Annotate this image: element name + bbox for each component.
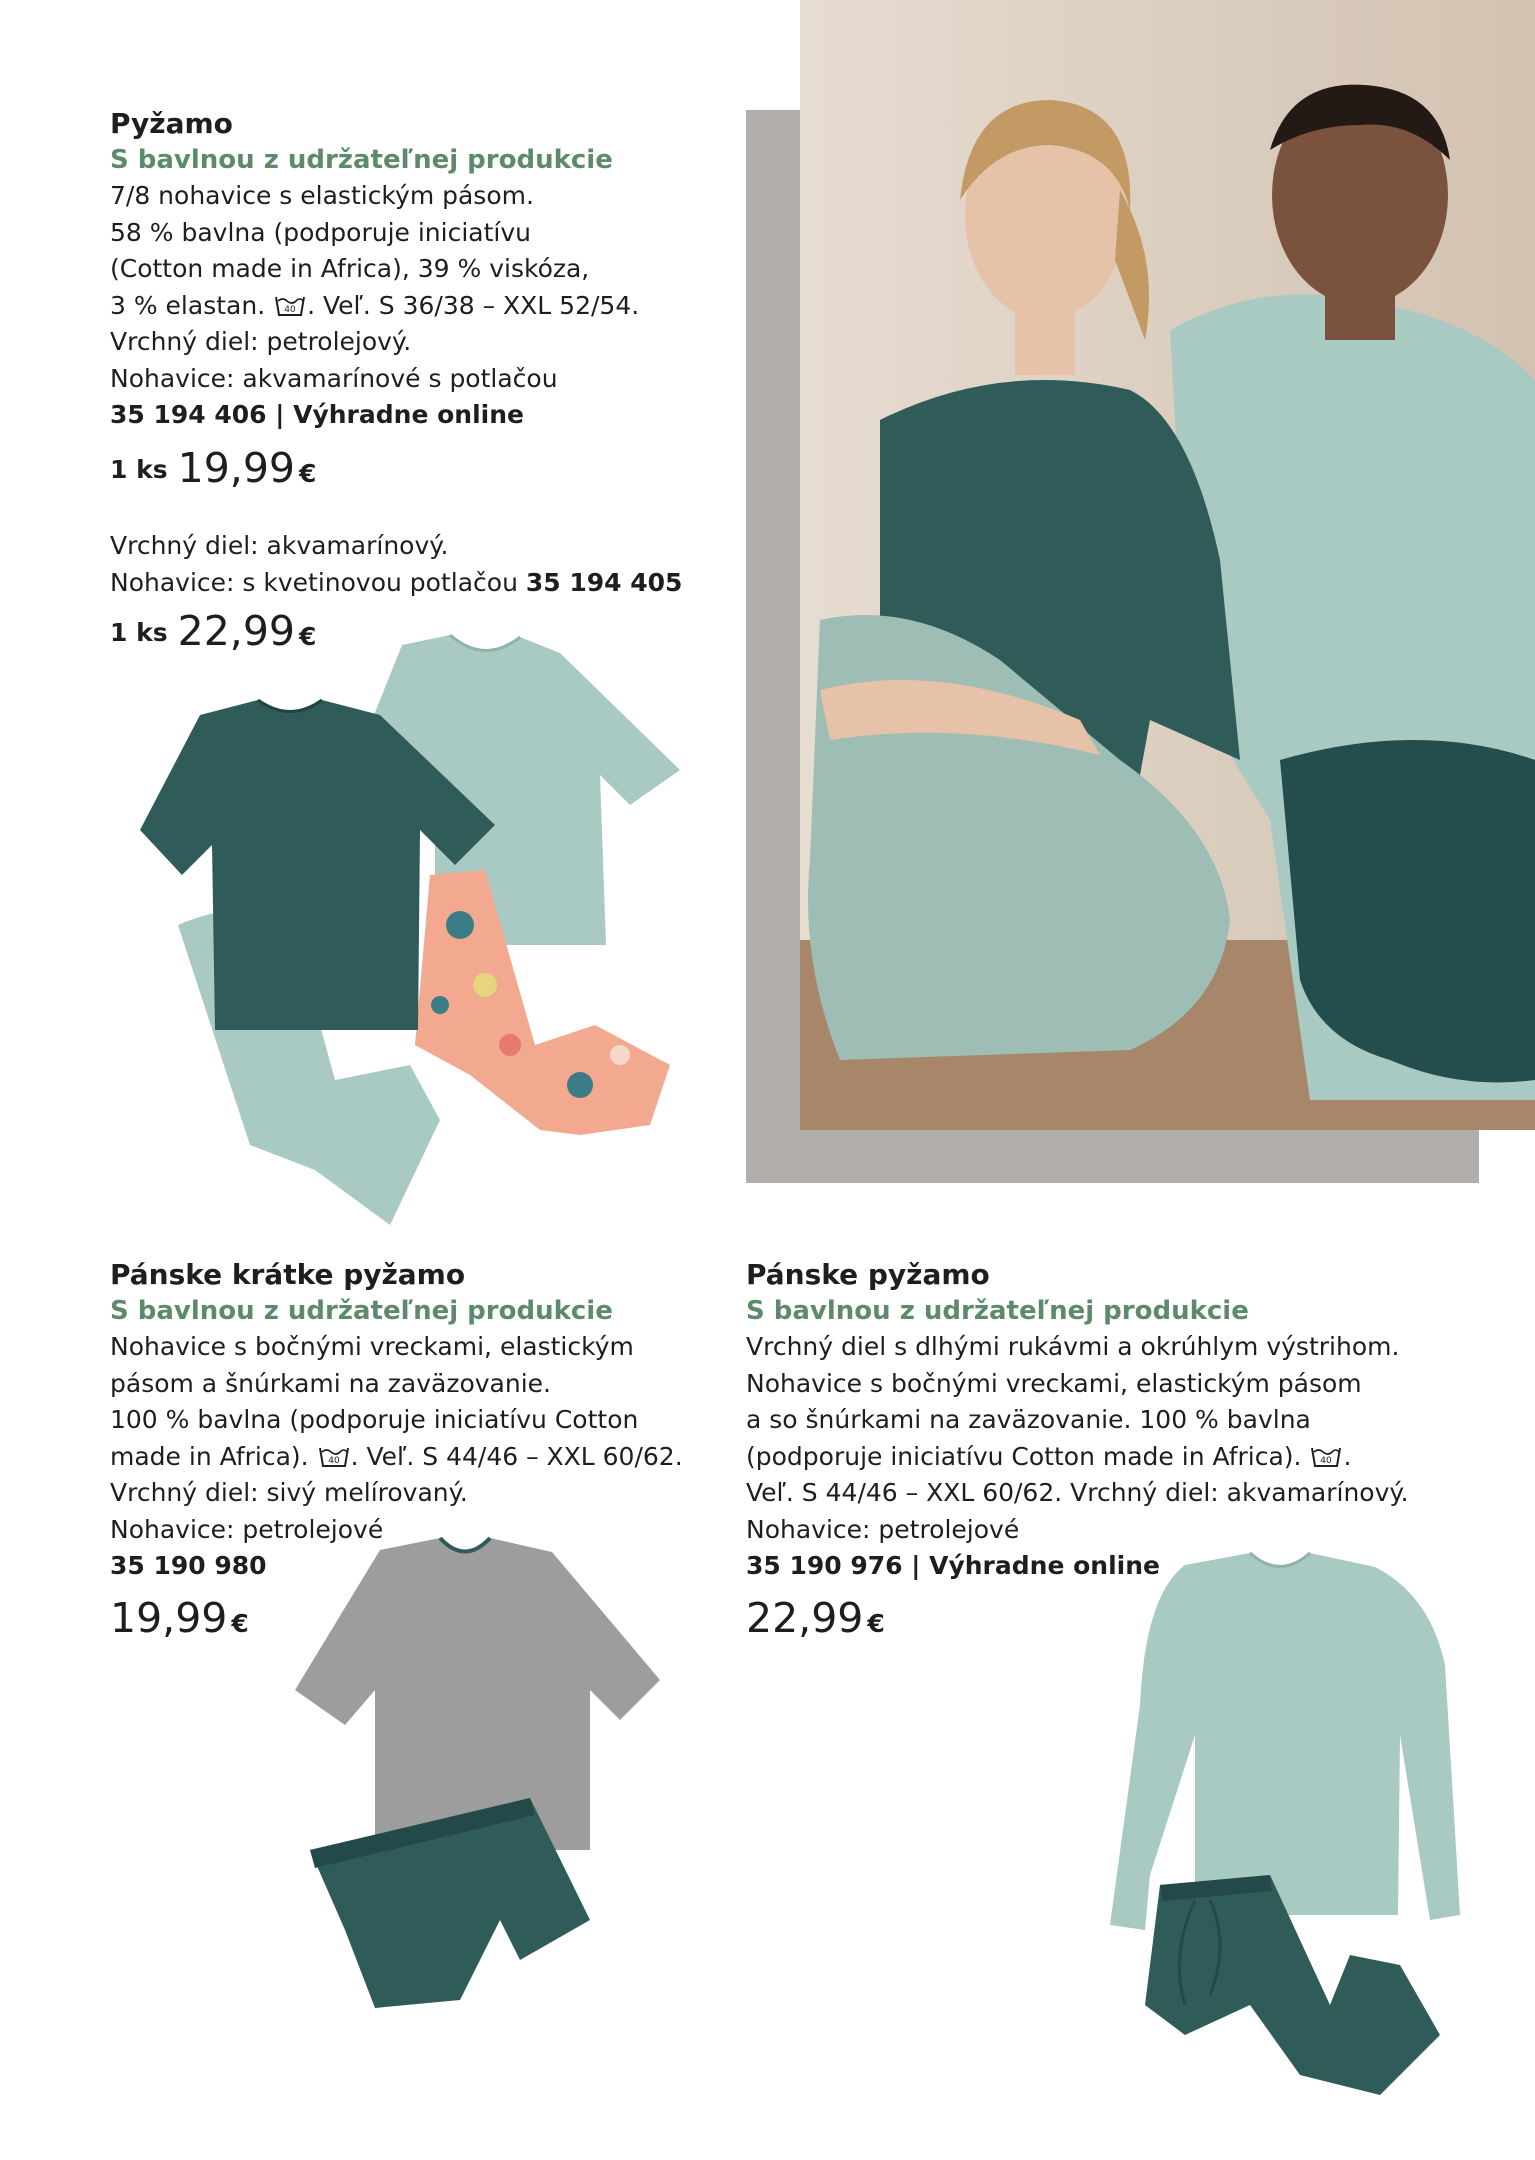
product-title: Pánske krátke pyžamo [110,1258,466,1291]
price-row [110,1594,249,1642]
description-text: . Veľ. S 44/46 – XXL 60/62. [350,1441,683,1471]
pyzamo-product-image [140,625,680,1235]
description-text: made in Africa). [110,1441,309,1471]
description-line: Veľ. S 44/46 – XXL 60/62. Vrchný diel: akvamarínový. [746,1478,1409,1507]
variant-code: 35 194 405 [525,567,683,597]
quantity-label: 1 ks [110,618,168,647]
quantity-label: 1 ks [110,455,168,484]
description-line [110,1439,683,1476]
product-subtitle: S bavlnou z udržateľnej produkcie [110,1296,613,1326]
price-currency: € [298,622,317,651]
lifestyle-photo [800,0,1535,1130]
long-pyjama-product-image [1100,1535,1460,2105]
description-line: a so šnúrkami na zaväzovanie. 100 % bavlna [746,1405,1311,1434]
description-line: Nohavice s bočnými vreckami, elastickým [110,1332,634,1361]
product-title: Pánske pyžamo [746,1258,990,1291]
wash-40-icon [275,295,305,317]
product-subtitle: S bavlnou z udržateľnej produkcie [110,145,613,175]
price-row [746,1594,885,1642]
price-amount: 19,99 [110,1594,228,1642]
description-line: Vrchný diel: sivý melírovaný. [110,1478,468,1507]
variant-line: Vrchný diel: akvamarínový. [110,531,449,560]
product-variant [110,528,682,601]
wash-40-icon [1311,1446,1341,1468]
wash-40-icon [319,1446,349,1468]
price-amount: 19,99 [177,444,295,492]
description-line: Nohavice: petrolejové [746,1514,1020,1544]
description-text: . [1343,1441,1352,1471]
description-line: pásom a šnúrkami na zaväzovanie. [110,1368,551,1398]
product-code: 35 190 976 | Výhradne online [746,1551,1160,1580]
description-line: Nohavice: akvamarínové s potlačou [110,363,558,393]
price-row [110,444,316,492]
price-currency: € [867,1609,885,1638]
short-pyjama-product-image [290,1530,670,2050]
description-line: 100 % bavlna (podporuje iniciatívu Cotton [110,1405,639,1434]
description-line [746,1439,1409,1476]
description-line: 58 % bavlna (podporuje iniciatívu [110,217,531,247]
variant-text: Nohavice: s kvetinovou potlačou [110,567,518,597]
description-line: 7/8 nohavice s elastickým pásom. [110,181,534,210]
variant-line [110,565,682,602]
wash-temp: 40 [284,304,296,315]
product-subtitle: S bavlnou z udržateľnej produkcie [746,1296,1249,1326]
product-pyzamo [110,106,639,434]
description-line: (Cotton made in Africa), 39 % viskóza, [110,254,590,283]
description-line: Nohavice: petrolejové [110,1514,384,1544]
price-amount: 22,99 [177,607,295,655]
description-line: Vrchný diel: petrolejový. [110,327,412,356]
price-currency: € [298,459,317,488]
gray-tshirt [295,1538,660,1850]
description-line: Nohavice s bočnými vreckami, elastickým pásom [746,1368,1362,1398]
price-amount: 22,99 [746,1594,864,1642]
wash-temp: 40 [327,1455,340,1466]
description-line: Vrchný diel s dlhými rukávmi a okrúhlym výstrihom. [746,1332,1400,1361]
description-text: 3 % elastan. [110,290,266,320]
aquamarine-longsleeve [1110,1553,1460,1930]
product-code: 35 190 980 [110,1551,267,1580]
description-text: (podporuje iniciatívu Cotton made in Africa). [746,1441,1302,1471]
description-text: . Veľ. S 36/38 – XXL 52/54. [307,290,640,320]
product-title: Pyžamo [110,107,233,140]
wash-temp: 40 [1320,1455,1333,1466]
price-currency: € [231,1609,249,1638]
product-code: 35 194 406 | Výhradne online [110,400,524,429]
description-line [110,288,639,325]
